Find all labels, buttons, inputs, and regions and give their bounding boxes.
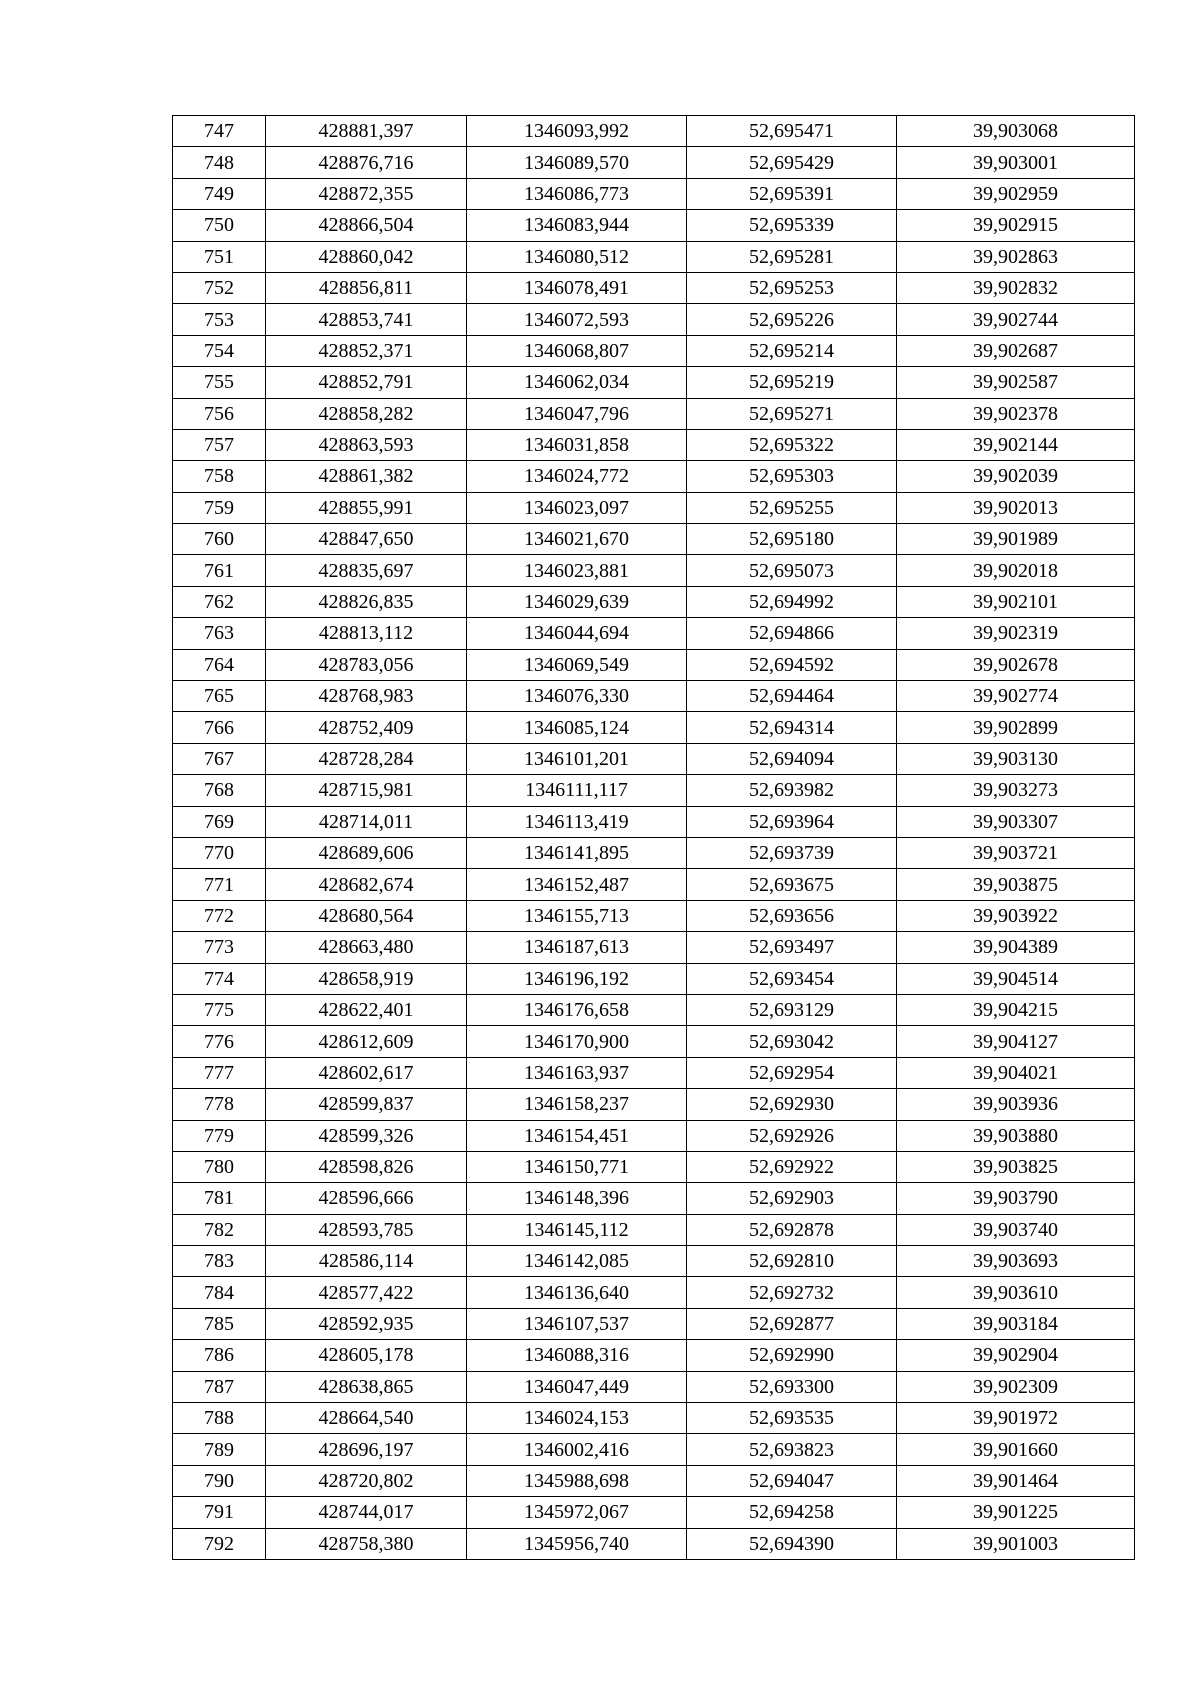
longitude-cell: 39,903922	[897, 900, 1135, 931]
table-row	[173, 775, 1135, 806]
longitude-cell: 39,904127	[897, 1026, 1135, 1057]
table-row	[173, 869, 1135, 900]
longitude-cell: 39,902744	[897, 304, 1135, 335]
longitude-cell: 39,903721	[897, 837, 1135, 868]
longitude-cell: 39,903790	[897, 1183, 1135, 1214]
x-coordinate-cell: 428720,802	[266, 1465, 467, 1496]
table-row	[173, 681, 1135, 712]
longitude-cell: 39,902687	[897, 335, 1135, 366]
longitude-cell: 39,903068	[897, 116, 1135, 147]
longitude-cell: 39,903184	[897, 1308, 1135, 1339]
table-row	[173, 806, 1135, 837]
latitude-cell: 52,694094	[687, 743, 897, 774]
point-number-cell: 790	[173, 1465, 266, 1496]
table-row	[173, 586, 1135, 617]
longitude-cell: 39,902309	[897, 1371, 1135, 1402]
longitude-cell: 39,902832	[897, 272, 1135, 303]
y-coordinate-cell: 1346086,773	[467, 178, 687, 209]
table-row	[173, 524, 1135, 555]
y-coordinate-cell: 1346196,192	[467, 963, 687, 994]
point-number-cell: 791	[173, 1497, 266, 1528]
point-number-cell: 786	[173, 1340, 266, 1371]
longitude-cell: 39,902013	[897, 492, 1135, 523]
longitude-cell: 39,901225	[897, 1497, 1135, 1528]
y-coordinate-cell: 1346062,034	[467, 367, 687, 398]
y-coordinate-cell: 1346089,570	[467, 147, 687, 178]
point-number-cell: 769	[173, 806, 266, 837]
x-coordinate-cell: 428881,397	[266, 116, 467, 147]
table-row	[173, 304, 1135, 335]
point-number-cell: 778	[173, 1089, 266, 1120]
x-coordinate-cell: 428783,056	[266, 649, 467, 680]
y-coordinate-cell: 1346154,451	[467, 1120, 687, 1151]
longitude-cell: 39,902904	[897, 1340, 1135, 1371]
latitude-cell: 52,694592	[687, 649, 897, 680]
longitude-cell: 39,902678	[897, 649, 1135, 680]
table-row	[173, 1214, 1135, 1245]
y-coordinate-cell: 1346187,613	[467, 932, 687, 963]
y-coordinate-cell: 1346163,937	[467, 1057, 687, 1088]
longitude-cell: 39,902039	[897, 461, 1135, 492]
point-number-cell: 755	[173, 367, 266, 398]
point-number-cell: 750	[173, 210, 266, 241]
point-number-cell: 761	[173, 555, 266, 586]
longitude-cell: 39,903740	[897, 1214, 1135, 1245]
table-row	[173, 1434, 1135, 1465]
table-row	[173, 1277, 1135, 1308]
x-coordinate-cell: 428680,564	[266, 900, 467, 931]
x-coordinate-cell: 428682,674	[266, 869, 467, 900]
latitude-cell: 52,692903	[687, 1183, 897, 1214]
latitude-cell: 52,693964	[687, 806, 897, 837]
table-row	[173, 994, 1135, 1025]
longitude-cell: 39,903880	[897, 1120, 1135, 1151]
y-coordinate-cell: 1346088,316	[467, 1340, 687, 1371]
latitude-cell: 52,695253	[687, 272, 897, 303]
y-coordinate-cell: 1346024,772	[467, 461, 687, 492]
y-coordinate-cell: 1346083,944	[467, 210, 687, 241]
y-coordinate-cell: 1346142,085	[467, 1246, 687, 1277]
table-row	[173, 335, 1135, 366]
point-number-cell: 748	[173, 147, 266, 178]
y-coordinate-cell: 1346141,895	[467, 837, 687, 868]
coordinates-table	[172, 115, 1135, 1560]
y-coordinate-cell: 1345972,067	[467, 1497, 687, 1528]
point-number-cell: 766	[173, 712, 266, 743]
longitude-cell: 39,903307	[897, 806, 1135, 837]
latitude-cell: 52,693042	[687, 1026, 897, 1057]
x-coordinate-cell: 428855,991	[266, 492, 467, 523]
x-coordinate-cell: 428744,017	[266, 1497, 467, 1528]
table-row	[173, 932, 1135, 963]
longitude-cell: 39,902863	[897, 241, 1135, 272]
x-coordinate-cell: 428858,282	[266, 398, 467, 429]
x-coordinate-cell: 428638,865	[266, 1371, 467, 1402]
point-number-cell: 792	[173, 1528, 266, 1559]
table-row	[173, 649, 1135, 680]
y-coordinate-cell: 1346150,771	[467, 1151, 687, 1182]
y-coordinate-cell: 1346029,639	[467, 586, 687, 617]
latitude-cell: 52,695180	[687, 524, 897, 555]
point-number-cell: 783	[173, 1246, 266, 1277]
latitude-cell: 52,694047	[687, 1465, 897, 1496]
y-coordinate-cell: 1346176,658	[467, 994, 687, 1025]
longitude-cell: 39,901972	[897, 1403, 1135, 1434]
x-coordinate-cell: 428602,617	[266, 1057, 467, 1088]
latitude-cell: 52,695219	[687, 367, 897, 398]
point-number-cell: 753	[173, 304, 266, 335]
longitude-cell: 39,904021	[897, 1057, 1135, 1088]
x-coordinate-cell: 428866,504	[266, 210, 467, 241]
x-coordinate-cell: 428847,650	[266, 524, 467, 555]
x-coordinate-cell: 428863,593	[266, 429, 467, 460]
longitude-cell: 39,902101	[897, 586, 1135, 617]
table-row	[173, 429, 1135, 460]
x-coordinate-cell: 428872,355	[266, 178, 467, 209]
latitude-cell: 52,693454	[687, 963, 897, 994]
longitude-cell: 39,903825	[897, 1151, 1135, 1182]
y-coordinate-cell: 1346107,537	[467, 1308, 687, 1339]
point-number-cell: 770	[173, 837, 266, 868]
table-row	[173, 618, 1135, 649]
latitude-cell: 52,692922	[687, 1151, 897, 1182]
table-row	[173, 116, 1135, 147]
table-row	[173, 367, 1135, 398]
latitude-cell: 52,692878	[687, 1214, 897, 1245]
longitude-cell: 39,903273	[897, 775, 1135, 806]
longitude-cell: 39,903693	[897, 1246, 1135, 1277]
y-coordinate-cell: 1346093,992	[467, 116, 687, 147]
longitude-cell: 39,904215	[897, 994, 1135, 1025]
y-coordinate-cell: 1346076,330	[467, 681, 687, 712]
y-coordinate-cell: 1346101,201	[467, 743, 687, 774]
x-coordinate-cell: 428696,197	[266, 1434, 467, 1465]
x-coordinate-cell: 428826,835	[266, 586, 467, 617]
x-coordinate-cell: 428715,981	[266, 775, 467, 806]
latitude-cell: 52,693675	[687, 869, 897, 900]
point-number-cell: 760	[173, 524, 266, 555]
point-number-cell: 758	[173, 461, 266, 492]
point-number-cell: 782	[173, 1214, 266, 1245]
latitude-cell: 52,695391	[687, 178, 897, 209]
coordinates-table-body	[173, 116, 1135, 1560]
table-row	[173, 178, 1135, 209]
table-row	[173, 1465, 1135, 1496]
point-number-cell: 767	[173, 743, 266, 774]
x-coordinate-cell: 428852,791	[266, 367, 467, 398]
table-row	[173, 1371, 1135, 1402]
longitude-cell: 39,902144	[897, 429, 1135, 460]
latitude-cell: 52,695271	[687, 398, 897, 429]
latitude-cell: 52,695281	[687, 241, 897, 272]
x-coordinate-cell: 428663,480	[266, 932, 467, 963]
x-coordinate-cell: 428835,697	[266, 555, 467, 586]
y-coordinate-cell: 1346155,713	[467, 900, 687, 931]
table-row	[173, 1026, 1135, 1057]
x-coordinate-cell: 428586,114	[266, 1246, 467, 1277]
point-number-cell: 789	[173, 1434, 266, 1465]
y-coordinate-cell: 1346069,549	[467, 649, 687, 680]
table-row	[173, 492, 1135, 523]
x-coordinate-cell: 428876,716	[266, 147, 467, 178]
table-row	[173, 147, 1135, 178]
table-row	[173, 963, 1135, 994]
latitude-cell: 52,693982	[687, 775, 897, 806]
latitude-cell: 52,695214	[687, 335, 897, 366]
latitude-cell: 52,694314	[687, 712, 897, 743]
point-number-cell: 777	[173, 1057, 266, 1088]
x-coordinate-cell: 428658,919	[266, 963, 467, 994]
point-number-cell: 772	[173, 900, 266, 931]
table-row	[173, 1151, 1135, 1182]
x-coordinate-cell: 428853,741	[266, 304, 467, 335]
longitude-cell: 39,901003	[897, 1528, 1135, 1559]
longitude-cell: 39,903875	[897, 869, 1135, 900]
x-coordinate-cell: 428599,837	[266, 1089, 467, 1120]
point-number-cell: 757	[173, 429, 266, 460]
table-row	[173, 743, 1135, 774]
latitude-cell: 52,693300	[687, 1371, 897, 1402]
y-coordinate-cell: 1346111,117	[467, 775, 687, 806]
table-row	[173, 1497, 1135, 1528]
longitude-cell: 39,902899	[897, 712, 1135, 743]
longitude-cell: 39,901989	[897, 524, 1135, 555]
latitude-cell: 52,695322	[687, 429, 897, 460]
latitude-cell: 52,694464	[687, 681, 897, 712]
table-row	[173, 1308, 1135, 1339]
latitude-cell: 52,692990	[687, 1340, 897, 1371]
x-coordinate-cell: 428599,326	[266, 1120, 467, 1151]
x-coordinate-cell: 428856,811	[266, 272, 467, 303]
point-number-cell: 756	[173, 398, 266, 429]
x-coordinate-cell: 428605,178	[266, 1340, 467, 1371]
y-coordinate-cell: 1346021,670	[467, 524, 687, 555]
table-row	[173, 1183, 1135, 1214]
table-row	[173, 398, 1135, 429]
x-coordinate-cell: 428612,609	[266, 1026, 467, 1057]
y-coordinate-cell: 1346031,858	[467, 429, 687, 460]
x-coordinate-cell: 428689,606	[266, 837, 467, 868]
y-coordinate-cell: 1346085,124	[467, 712, 687, 743]
longitude-cell: 39,903610	[897, 1277, 1135, 1308]
latitude-cell: 52,692954	[687, 1057, 897, 1088]
point-number-cell: 776	[173, 1026, 266, 1057]
y-coordinate-cell: 1346023,881	[467, 555, 687, 586]
point-number-cell: 785	[173, 1308, 266, 1339]
latitude-cell: 52,692810	[687, 1246, 897, 1277]
x-coordinate-cell: 428861,382	[266, 461, 467, 492]
latitude-cell: 52,695471	[687, 116, 897, 147]
longitude-cell: 39,902018	[897, 555, 1135, 586]
point-number-cell: 784	[173, 1277, 266, 1308]
y-coordinate-cell: 1346158,237	[467, 1089, 687, 1120]
x-coordinate-cell: 428752,409	[266, 712, 467, 743]
x-coordinate-cell: 428813,112	[266, 618, 467, 649]
longitude-cell: 39,902774	[897, 681, 1135, 712]
y-coordinate-cell: 1346078,491	[467, 272, 687, 303]
latitude-cell: 52,693497	[687, 932, 897, 963]
x-coordinate-cell: 428860,042	[266, 241, 467, 272]
point-number-cell: 787	[173, 1371, 266, 1402]
point-number-cell: 749	[173, 178, 266, 209]
x-coordinate-cell: 428768,983	[266, 681, 467, 712]
table-row	[173, 461, 1135, 492]
longitude-cell: 39,902378	[897, 398, 1135, 429]
latitude-cell: 52,693739	[687, 837, 897, 868]
latitude-cell: 52,692930	[687, 1089, 897, 1120]
table-row	[173, 1403, 1135, 1434]
point-number-cell: 781	[173, 1183, 266, 1214]
y-coordinate-cell: 1346047,796	[467, 398, 687, 429]
point-number-cell: 764	[173, 649, 266, 680]
table-row	[173, 1528, 1135, 1559]
x-coordinate-cell: 428758,380	[266, 1528, 467, 1559]
y-coordinate-cell: 1346044,694	[467, 618, 687, 649]
table-row	[173, 1120, 1135, 1151]
table-row	[173, 210, 1135, 241]
table-row	[173, 555, 1135, 586]
latitude-cell: 52,693823	[687, 1434, 897, 1465]
table-row	[173, 1246, 1135, 1277]
point-number-cell: 754	[173, 335, 266, 366]
y-coordinate-cell: 1346023,097	[467, 492, 687, 523]
y-coordinate-cell: 1346072,593	[467, 304, 687, 335]
table-row	[173, 1089, 1135, 1120]
latitude-cell: 52,694866	[687, 618, 897, 649]
x-coordinate-cell: 428577,422	[266, 1277, 467, 1308]
y-coordinate-cell: 1345956,740	[467, 1528, 687, 1559]
longitude-cell: 39,901660	[897, 1434, 1135, 1465]
point-number-cell: 773	[173, 932, 266, 963]
point-number-cell: 747	[173, 116, 266, 147]
y-coordinate-cell: 1346148,396	[467, 1183, 687, 1214]
x-coordinate-cell: 428593,785	[266, 1214, 467, 1245]
latitude-cell: 52,695255	[687, 492, 897, 523]
latitude-cell: 52,694390	[687, 1528, 897, 1559]
latitude-cell: 52,694258	[687, 1497, 897, 1528]
latitude-cell: 52,694992	[687, 586, 897, 617]
point-number-cell: 752	[173, 272, 266, 303]
table-row	[173, 241, 1135, 272]
longitude-cell: 39,903130	[897, 743, 1135, 774]
point-number-cell: 763	[173, 618, 266, 649]
y-coordinate-cell: 1346152,487	[467, 869, 687, 900]
longitude-cell: 39,904389	[897, 932, 1135, 963]
longitude-cell: 39,902915	[897, 210, 1135, 241]
y-coordinate-cell: 1346047,449	[467, 1371, 687, 1402]
x-coordinate-cell: 428664,540	[266, 1403, 467, 1434]
longitude-cell: 39,902959	[897, 178, 1135, 209]
point-number-cell: 768	[173, 775, 266, 806]
latitude-cell: 52,695073	[687, 555, 897, 586]
y-coordinate-cell: 1346136,640	[467, 1277, 687, 1308]
longitude-cell: 39,903001	[897, 147, 1135, 178]
table-row	[173, 837, 1135, 868]
latitude-cell: 52,693535	[687, 1403, 897, 1434]
x-coordinate-cell: 428592,935	[266, 1308, 467, 1339]
latitude-cell: 52,695339	[687, 210, 897, 241]
point-number-cell: 788	[173, 1403, 266, 1434]
longitude-cell: 39,904514	[897, 963, 1135, 994]
point-number-cell: 780	[173, 1151, 266, 1182]
x-coordinate-cell: 428598,826	[266, 1151, 467, 1182]
point-number-cell: 765	[173, 681, 266, 712]
latitude-cell: 52,692877	[687, 1308, 897, 1339]
point-number-cell: 775	[173, 994, 266, 1025]
x-coordinate-cell: 428596,666	[266, 1183, 467, 1214]
x-coordinate-cell: 428714,011	[266, 806, 467, 837]
longitude-cell: 39,903936	[897, 1089, 1135, 1120]
y-coordinate-cell: 1346068,807	[467, 335, 687, 366]
longitude-cell: 39,902587	[897, 367, 1135, 398]
longitude-cell: 39,902319	[897, 618, 1135, 649]
x-coordinate-cell: 428728,284	[266, 743, 467, 774]
point-number-cell: 759	[173, 492, 266, 523]
table-row	[173, 900, 1135, 931]
y-coordinate-cell: 1346145,112	[467, 1214, 687, 1245]
longitude-cell: 39,901464	[897, 1465, 1135, 1496]
point-number-cell: 774	[173, 963, 266, 994]
point-number-cell: 779	[173, 1120, 266, 1151]
y-coordinate-cell: 1346024,153	[467, 1403, 687, 1434]
table-row	[173, 272, 1135, 303]
table-row	[173, 1340, 1135, 1371]
latitude-cell: 52,692926	[687, 1120, 897, 1151]
x-coordinate-cell: 428622,401	[266, 994, 467, 1025]
y-coordinate-cell: 1345988,698	[467, 1465, 687, 1496]
latitude-cell: 52,695226	[687, 304, 897, 335]
latitude-cell: 52,693656	[687, 900, 897, 931]
table-row	[173, 712, 1135, 743]
point-number-cell: 771	[173, 869, 266, 900]
y-coordinate-cell: 1346113,419	[467, 806, 687, 837]
latitude-cell: 52,695303	[687, 461, 897, 492]
latitude-cell: 52,692732	[687, 1277, 897, 1308]
latitude-cell: 52,693129	[687, 994, 897, 1025]
y-coordinate-cell: 1346080,512	[467, 241, 687, 272]
point-number-cell: 762	[173, 586, 266, 617]
y-coordinate-cell: 1346002,416	[467, 1434, 687, 1465]
table-row	[173, 1057, 1135, 1088]
x-coordinate-cell: 428852,371	[266, 335, 467, 366]
y-coordinate-cell: 1346170,900	[467, 1026, 687, 1057]
latitude-cell: 52,695429	[687, 147, 897, 178]
point-number-cell: 751	[173, 241, 266, 272]
